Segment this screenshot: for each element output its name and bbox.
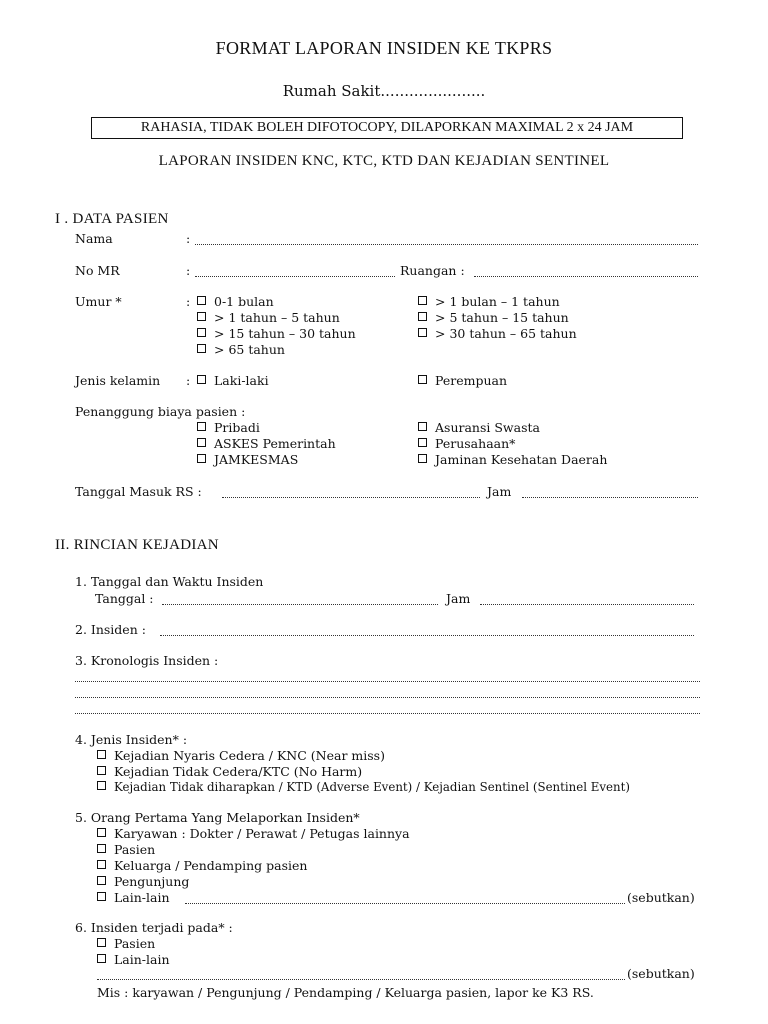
no-mr-field[interactable] (195, 275, 395, 277)
checkbox-icon (97, 844, 106, 853)
jenis-kelamin-colon: : (186, 373, 191, 388)
q6-option[interactable]: Lain-lain (97, 952, 170, 967)
umur-colon: : (186, 294, 191, 309)
nama-field[interactable] (195, 243, 698, 245)
q5-option[interactable]: Karyawan : Dokter / Perawat / Petugas lainnya (97, 826, 410, 841)
checkbox-icon (97, 876, 106, 885)
jk-option-laki-laki[interactable]: Laki-laki (197, 373, 269, 388)
nama-colon: : (186, 231, 191, 246)
checkbox-icon (97, 954, 106, 963)
section-data-pasien-heading: I . DATA PASIEN (55, 211, 169, 227)
jam-masuk-field[interactable] (522, 496, 698, 498)
checkbox-icon (197, 328, 206, 337)
q2-insiden-field[interactable] (160, 634, 694, 636)
jam-masuk-label: Jam (487, 484, 512, 499)
q4-option[interactable]: Kejadian Tidak diharapkan / KTD (Adverse Event) / Kejadian Sentinel (Sentinel Event) (97, 780, 630, 794)
form-title: FORMAT LAPORAN INSIDEN KE TKPRS (215, 38, 553, 58)
q3-kronologis-line[interactable] (75, 680, 700, 682)
penanggung-option[interactable]: Perusahaan* (418, 436, 515, 451)
no-mr-label: No MR (75, 263, 120, 278)
checkbox-icon (197, 438, 206, 447)
umur-label: Umur * (75, 294, 122, 309)
q3-label: 3. Kronologis Insiden : (75, 653, 219, 668)
checkbox-icon (418, 454, 427, 463)
q6-note: Mis : karyawan / Pengunjung / Pendamping / Keluarga pasien, lapor ke K3 RS. (97, 985, 594, 1000)
checkbox-icon (418, 328, 427, 337)
q1-label: 1. Tanggal dan Waktu Insiden (75, 574, 264, 589)
umur-option[interactable]: > 1 tahun – 5 tahun (197, 310, 340, 325)
q5-option[interactable]: Pengunjung (97, 874, 189, 889)
penanggung-option[interactable]: Jaminan Kesehatan Daerah (418, 452, 607, 467)
q6-label: 6. Insiden terjadi pada* : (75, 920, 233, 935)
checkbox-icon (97, 938, 106, 947)
checkbox-icon (197, 375, 206, 384)
q1-jam-label: Jam (446, 591, 471, 606)
report-subtitle: LAPORAN INSIDEN KNC, KTC, KTD DAN KEJADIAN SENTINEL (158, 153, 610, 169)
tanggal-masuk-label: Tanggal Masuk RS : (75, 484, 202, 499)
umur-option[interactable]: > 15 tahun – 30 tahun (197, 326, 356, 341)
q2-label: 2. Insiden : (75, 622, 146, 637)
checkbox-icon (197, 454, 206, 463)
checkbox-icon (197, 312, 206, 321)
checkbox-icon (97, 781, 106, 790)
penanggung-option[interactable]: Asuransi Swasta (418, 420, 540, 435)
penanggung-biaya-label: Penanggung biaya pasien : (75, 404, 246, 419)
hospital-name-line: Rumah Sakit...................... (282, 82, 486, 100)
checkbox-icon (418, 296, 427, 305)
checkbox-icon (418, 375, 427, 384)
jenis-kelamin-label: Jenis kelamin (75, 373, 161, 388)
checkbox-icon (418, 438, 427, 447)
tanggal-masuk-field[interactable] (222, 496, 480, 498)
q5-option[interactable]: Lain-lain (97, 890, 170, 905)
nama-label: Nama (75, 231, 113, 246)
q6-sebutkan-label: (sebutkan) (627, 966, 695, 981)
umur-option[interactable]: 0-1 bulan (197, 294, 274, 309)
q5-label: 5. Orang Pertama Yang Melaporkan Insiden* (75, 810, 360, 825)
q4-option[interactable]: Kejadian Nyaris Cedera / KNC (Near miss) (97, 748, 385, 763)
checkbox-icon (97, 860, 106, 869)
ruangan-field[interactable] (474, 275, 698, 277)
q5-option[interactable]: Keluarga / Pendamping pasien (97, 858, 307, 873)
q5-option[interactable]: Pasien (97, 842, 155, 857)
q6-lain-lain-field[interactable] (97, 978, 625, 980)
q3-kronologis-line[interactable] (75, 696, 700, 698)
jk-option-perempuan[interactable]: Perempuan (418, 373, 507, 388)
checkbox-icon (97, 750, 106, 759)
q6-option[interactable]: Pasien (97, 936, 155, 951)
umur-option[interactable]: > 65 tahun (197, 342, 285, 357)
q5-sebutkan-label: (sebutkan) (627, 890, 695, 905)
q4-option[interactable]: Kejadian Tidak Cedera/KTC (No Harm) (97, 764, 362, 779)
checkbox-icon (197, 344, 206, 353)
no-mr-colon: : (186, 263, 191, 278)
checkbox-icon (97, 892, 106, 901)
ruangan-label: Ruangan : (400, 263, 465, 278)
q3-kronologis-line[interactable] (75, 712, 700, 714)
umur-option[interactable]: > 30 tahun – 65 tahun (418, 326, 577, 341)
checkbox-icon (418, 312, 427, 321)
confidential-notice: RAHASIA, TIDAK BOLEH DIFOTOCOPY, DILAPORKAN MAXIMAL 2 x 24 JAM (91, 117, 683, 139)
penanggung-option[interactable]: JAMKESMAS (197, 452, 298, 467)
q1-jam-field[interactable] (480, 603, 694, 605)
checkbox-icon (97, 828, 106, 837)
checkbox-icon (418, 422, 427, 431)
q1-tanggal-field[interactable] (162, 603, 438, 605)
umur-option[interactable]: > 5 tahun – 15 tahun (418, 310, 569, 325)
checkbox-icon (197, 296, 206, 305)
umur-option[interactable]: > 1 bulan – 1 tahun (418, 294, 560, 309)
q1-tanggal-label: Tanggal : (95, 591, 154, 606)
q4-label: 4. Jenis Insiden* : (75, 732, 188, 747)
penanggung-option[interactable]: Pribadi (197, 420, 260, 435)
section-rincian-kejadian-heading: II. RINCIAN KEJADIAN (55, 537, 219, 553)
checkbox-icon (197, 422, 206, 431)
q5-lain-lain-field[interactable] (185, 902, 625, 904)
checkbox-icon (97, 766, 106, 775)
penanggung-option[interactable]: ASKES Pemerintah (197, 436, 336, 451)
